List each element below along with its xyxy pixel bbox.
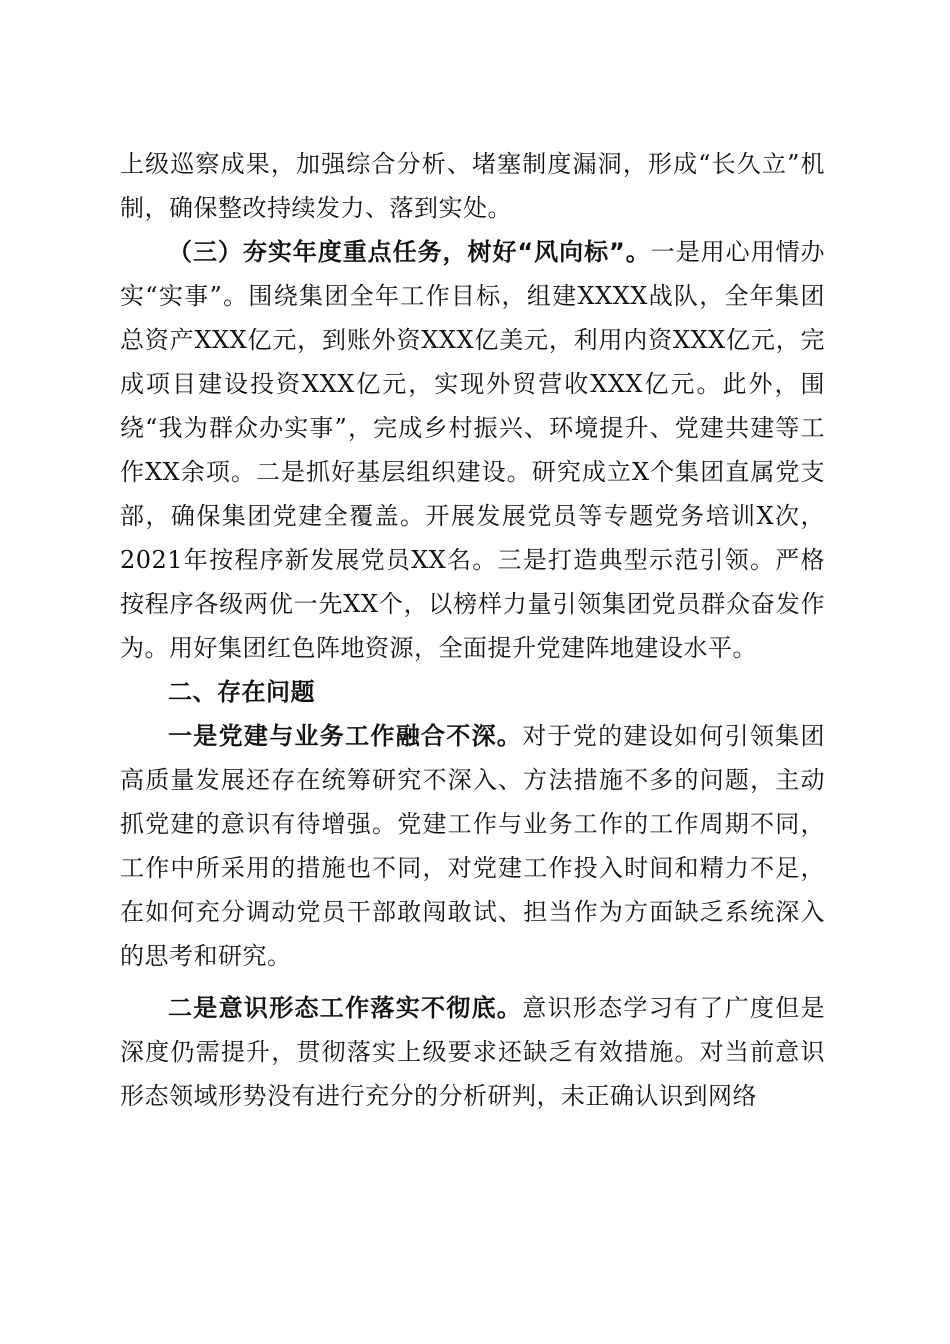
paragraph-lead: 二是意识形态工作落实不彻底。 [168, 994, 523, 1022]
paragraph-body: 对于党的建设如何引领集团高质量发展还存在统筹研究不深入、方法措施不多的问题，主动抓党建的意识有待增强。党建工作与业务工作的工作周期不同，工作中所采用的措施也不同，对党建工作投入时间和精力不足，在如何充分调动党员干部敢闯敢试、担当作为方面缺乏系统深入的思考和研究。 [120, 722, 826, 970]
paragraph-issue-one [120, 714, 825, 978]
section-heading: 二、存在问题 [168, 678, 315, 706]
document-body [120, 142, 825, 1118]
paragraph-lead: （三）夯实年度重点任务，树好“风向标”。 [168, 238, 651, 266]
paragraph-body: 意识形态学习有了广度但是深度仍需提升，贯彻落实上级要求还缺乏有效措施。对当前意识形态领域形势没有进行充分的分析研判，未正确认识到网络 [120, 994, 826, 1110]
paragraph-lead: 一是党建与业务工作融合不深。 [168, 722, 523, 750]
paragraph-continuation: 上级巡察成果，加强综合分析、堵塞制度漏洞，形成“长久立”机制，确保整改持续发力、落到实处。 [120, 150, 825, 222]
paragraph-key-tasks [120, 230, 825, 670]
paragraph-body: 一是用心用情办实“实事”。围绕集团全年工作目标，组建XXXX战队，全年集团总资产XXX亿元，到账外资XXX亿美元，利用内资XXX亿元，完成项目建设投资XXX亿元，实现外贸营收XXX亿元。此外，围绕“我为群众办实事”，完成乡村振兴、环境提升、党建共建等工作XX余项。二是抓好基层组织建设。研究成立X个集团直属党支部，确保集团党建全覆盖。开展发展党员等专题党务培训X次，2021年按程序新发展党员XX名。三是打造典型示范引领。严格按程序各级两优一先XX个，以榜样力量引领集团党员群众奋发作为。用好集团红色阵地资源，全面提升党建阵地建设水平。 [120, 238, 826, 662]
paragraph-issue-two [120, 986, 825, 1118]
